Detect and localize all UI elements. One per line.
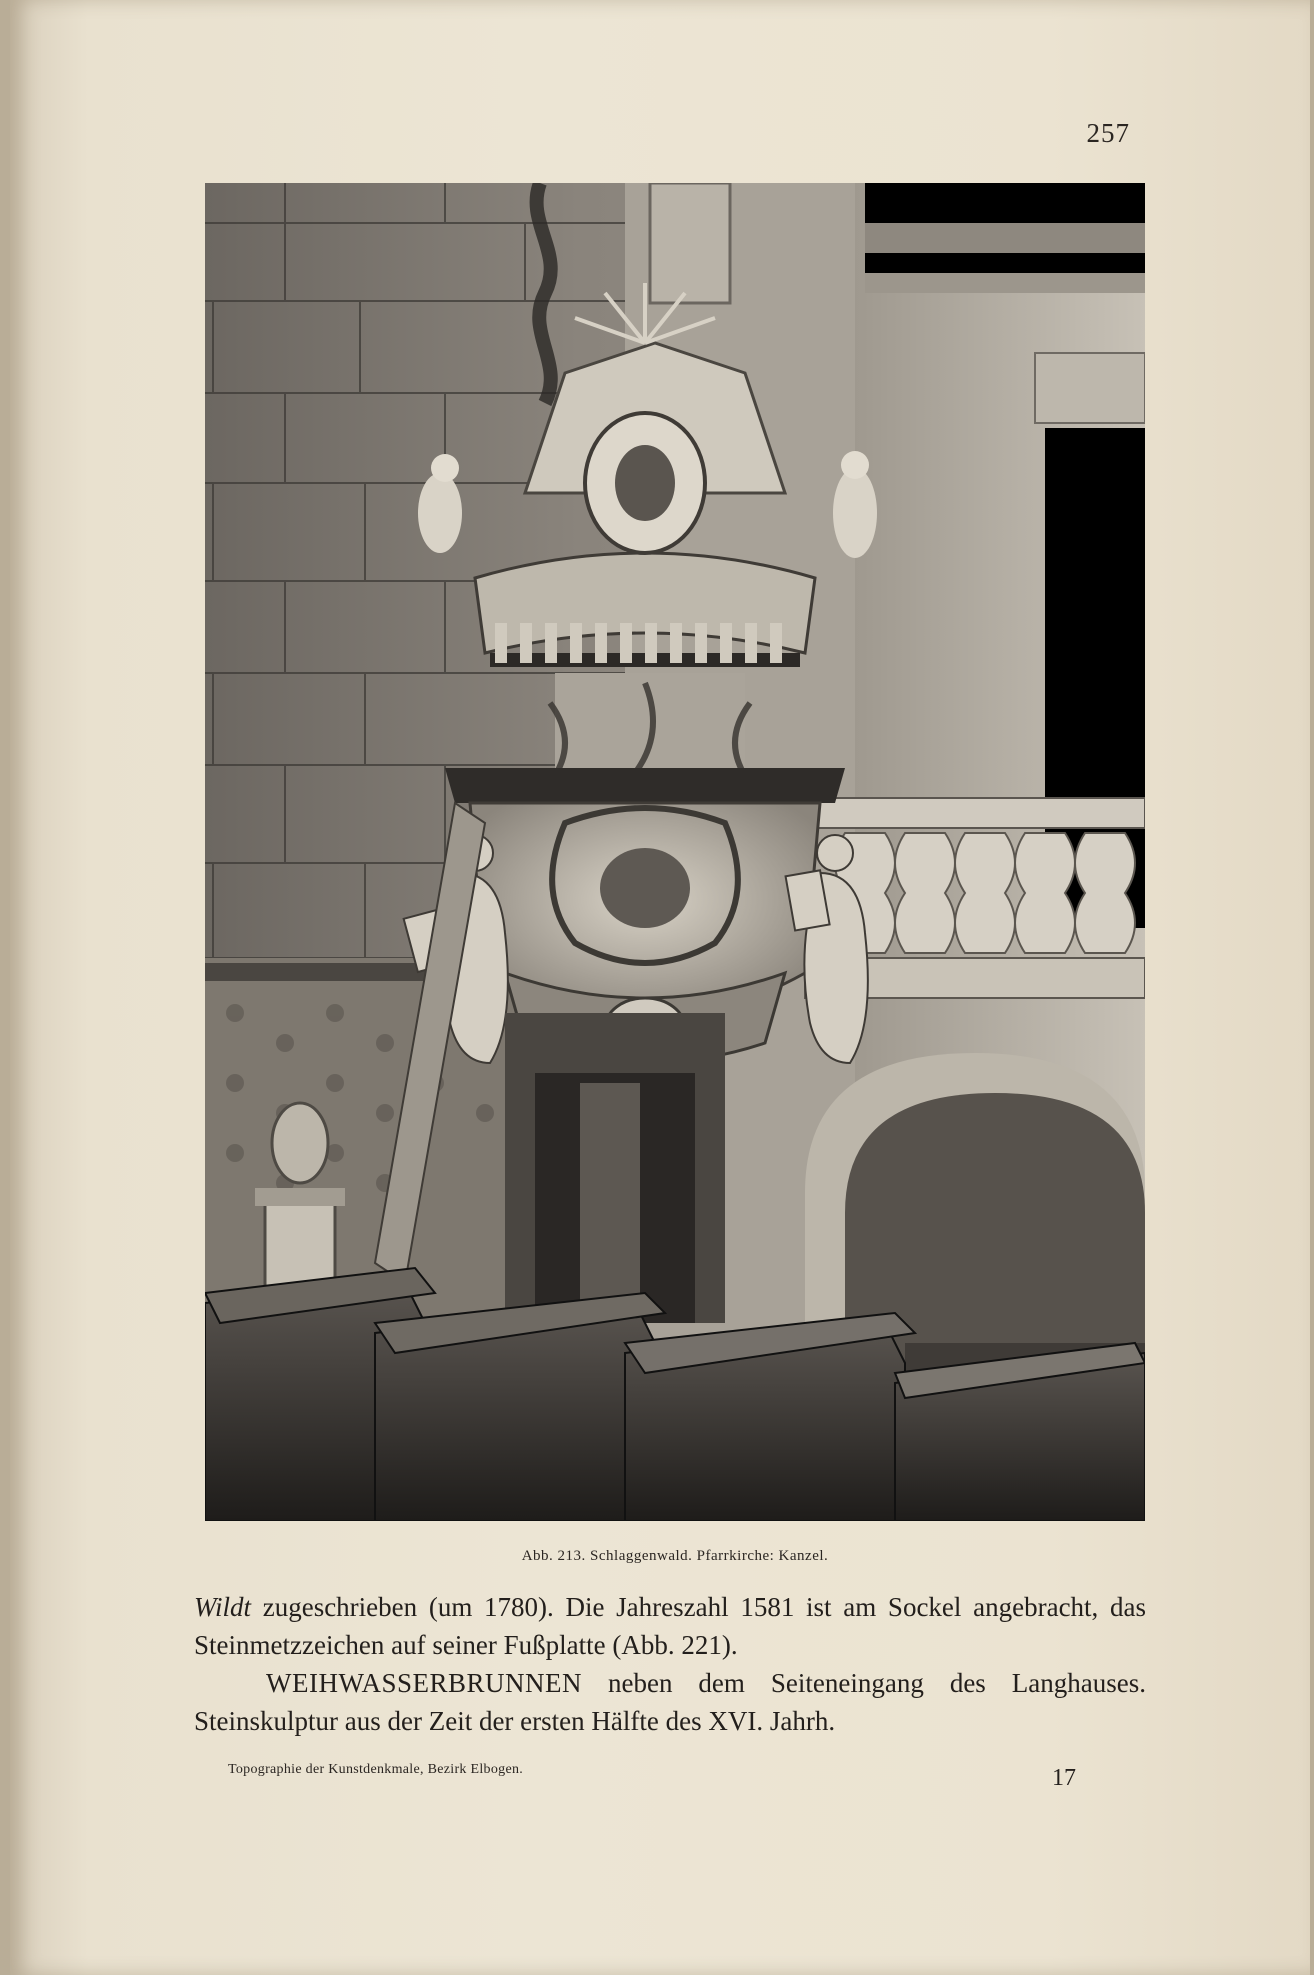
- signature-mark: 17: [1052, 1765, 1076, 1791]
- page-number: 257: [1086, 118, 1130, 148]
- paragraph-weihwasserbrunnen: [194, 1664, 1146, 1740]
- paragraph-weihwasserbrunnen-text: neben dem Seiteneingang des Langhauses. Steinskulptur aus der Zeit der ersten Hälfte des XVI. Jahrh.: [194, 1668, 1146, 1736]
- figure-caption: Abb. 213. Schlaggenwald. Pfarrkirche: Kanzel.: [521, 1548, 829, 1564]
- book-page: [10, 0, 1310, 1975]
- footer-series-title: Topographie der Kunstdenkmale, Bezirk Elbogen.: [228, 1762, 524, 1777]
- pulpit-photograph: [205, 183, 1145, 1521]
- section-heading: WEIHWASSERBRUNNEN: [266, 1668, 582, 1698]
- paragraph-attribution: [194, 1588, 1146, 1664]
- body-text: [194, 1588, 1146, 1740]
- artist-name: Wildt: [194, 1592, 252, 1622]
- paragraph-attribution-text: zugeschrieben (um 1780). Die Jahreszahl 1581 ist am Sockel angebracht, das Steinmetzzeichen auf seiner Fußplatte (Abb. 221).: [194, 1592, 1146, 1660]
